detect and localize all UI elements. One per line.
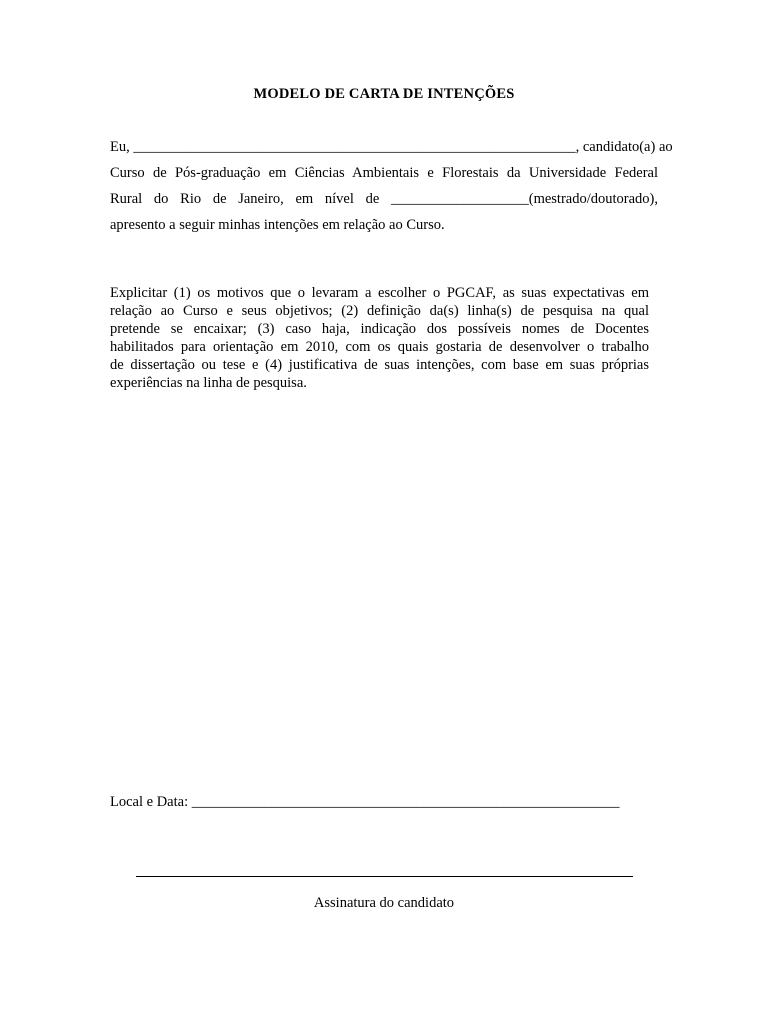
intro-line: Rural do Rio de Janeiro, em nível de ___________________(mestrado/doutorado), <box>110 191 658 207</box>
instruction-line: habilitados para orientação em 2010, com os quais gostaria de desenvolver o trabalho <box>110 339 649 355</box>
instruction-line: Explicitar (1) os motivos que o levaram a escolher o PGCAF, as suas expectativas em <box>110 285 649 301</box>
instruction-line: de dissertação ou tese e (4) justificativa de suas intenções, com base em suas próprias <box>110 357 649 373</box>
instruction-line: relação ao Curso e seus objetivos; (2) definição da(s) linha(s) de pesquisa na qual <box>110 303 649 319</box>
page-title: MODELO DE CARTA DE INTENÇÕES <box>253 86 515 102</box>
local-date-field: Local e Data: ___________________________________________________________ <box>110 794 620 810</box>
signature-label: Assinatura do candidato <box>313 895 455 911</box>
instruction-line: pretende se encaixar; (3) caso haja, indicação dos possíveis nomes de Docentes <box>110 321 649 337</box>
intro-line: Curso de Pós-graduação em Ciências Ambientais e Florestais da Universidade Federal <box>110 165 658 181</box>
signature-line <box>136 876 633 877</box>
intro-line: Eu, _____________________________________________________________, candidato(a) ao <box>110 139 673 155</box>
instructions-paragraph <box>110 284 649 392</box>
intro-paragraph <box>110 134 673 238</box>
instruction-line: experiências na linha de pesquisa. <box>110 375 307 391</box>
intro-line: apresento a seguir minhas intenções em relação ao Curso. <box>110 217 445 233</box>
